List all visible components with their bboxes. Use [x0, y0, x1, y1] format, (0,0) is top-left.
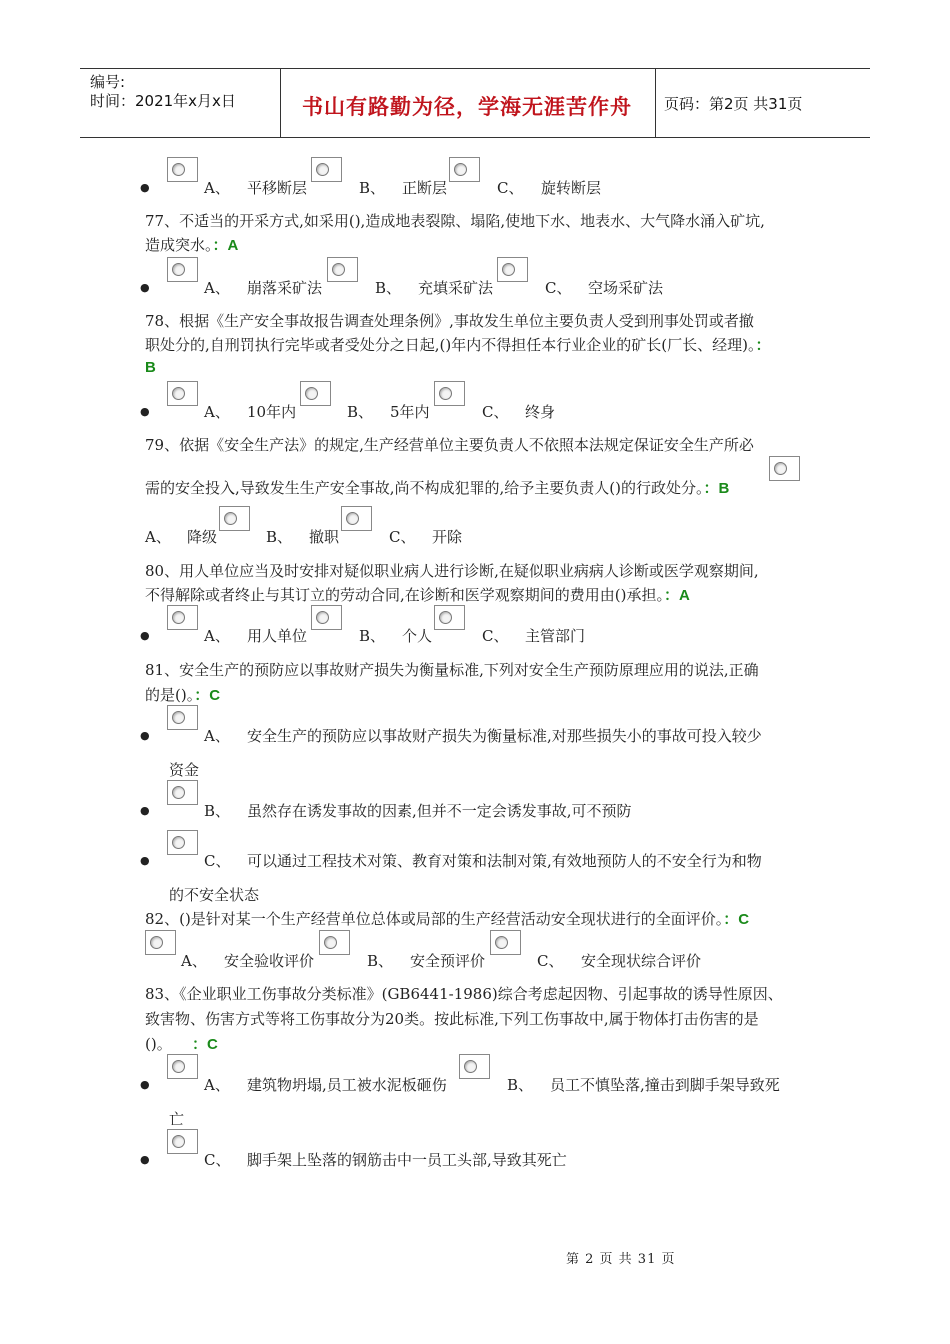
option-letter: B、: [204, 802, 231, 820]
document-number-label: 编号:: [90, 73, 126, 91]
option-radio[interactable]: [769, 456, 800, 481]
header-page-number: 页码：第2页 共31页: [664, 95, 803, 113]
list-bullet: ●: [140, 854, 150, 867]
option-text: 安全生产的预防应以事故财产损失为衡量标准,对那些损失小的事故可投入较少: [247, 727, 762, 745]
option-radio[interactable]: [167, 157, 198, 182]
option-radio[interactable]: [145, 930, 176, 955]
list-bullet: ●: [140, 1078, 150, 1091]
question-text: 造成突水。: [145, 236, 213, 254]
option-text: 个人: [402, 627, 433, 645]
question-text: 78、根据《生产安全事故报告调查处理条例》,事故发生单位主要负责人受到刑事处罚或者撤: [145, 312, 754, 330]
option-letter: A、: [204, 279, 230, 297]
answer-key: ：B: [703, 480, 730, 497]
question-text: 81、安全生产的预防应以事故财产损失为衡量标准,下列对安全生产预防原理应用的说法,正确: [145, 661, 759, 679]
option-text: 旋转断层: [541, 179, 602, 197]
option-text: 安全预评价: [410, 952, 486, 970]
option-radio[interactable]: [319, 930, 350, 955]
option-text: 虽然存在诱发事故的因素,但并不一定会诱发事故,可不预防: [247, 802, 632, 820]
option-radio[interactable]: [167, 381, 198, 406]
option-letter: A、: [204, 1076, 230, 1094]
answer-key: ：C: [723, 911, 750, 928]
option-letter: A、: [181, 952, 207, 970]
option-radio[interactable]: [327, 257, 358, 282]
option-text: 亡: [169, 1110, 185, 1128]
list-bullet: ●: [140, 281, 150, 294]
list-bullet: ●: [140, 629, 150, 642]
question-text: 的是()。: [145, 686, 195, 704]
option-letter: B、: [347, 403, 374, 421]
option-text: 可以通过工程技术对策、教育对策和法制对策,有效地预防人的不安全行为和物: [247, 852, 762, 870]
option-letter: B、: [359, 627, 386, 645]
option-text: 开除: [432, 528, 463, 546]
option-letter: A、: [145, 528, 171, 546]
option-radio[interactable]: [497, 257, 528, 282]
list-bullet: ●: [140, 405, 150, 418]
option-radio[interactable]: [167, 605, 198, 630]
option-letter: C、: [537, 952, 564, 970]
question-text: 77、不适当的开采方式,如采用(),造成地表裂隙、塌陷,使地下水、地表水、大气降水涌入矿坑,: [145, 212, 765, 230]
list-bullet: ●: [140, 804, 150, 817]
option-text: 崩落采矿法: [247, 279, 323, 297]
option-radio[interactable]: [167, 780, 198, 805]
option-text: 降级: [187, 528, 218, 546]
header-divider: [655, 69, 656, 137]
question-text-line: [145, 684, 220, 705]
question-text: 不得解除或者终止与其订立的劳动合同,在诊断和医学观察期间的费用由()承担。: [145, 586, 664, 604]
option-radio[interactable]: [490, 930, 521, 955]
option-letter: B、: [367, 952, 394, 970]
option-text: 资金: [169, 761, 200, 779]
question-text: 致害物、伤害方式等将工伤事故分为20类。按此标准,下列工伤事故中,属于物体打击伤害的是: [145, 1010, 759, 1028]
option-letter: C、: [545, 279, 572, 297]
option-text: 平移断层: [247, 179, 308, 197]
header-divider: [280, 69, 281, 137]
question-text-line: [145, 584, 690, 605]
option-radio[interactable]: [341, 506, 372, 531]
option-radio[interactable]: [167, 1129, 198, 1154]
list-bullet: ●: [140, 1153, 150, 1166]
option-radio[interactable]: [434, 605, 465, 630]
option-letter: C、: [204, 1151, 231, 1169]
option-text: 正断层: [402, 179, 448, 197]
answer-key: ：C: [192, 1036, 218, 1053]
option-text: 员工不慎坠落,撞击到脚手架导致死: [550, 1076, 780, 1094]
option-letter: B、: [507, 1076, 534, 1094]
option-text: 用人单位: [247, 627, 308, 645]
option-letter: B、: [266, 528, 293, 546]
list-bullet: ●: [140, 181, 150, 194]
option-radio[interactable]: [449, 157, 480, 182]
answer-key: ：A: [663, 587, 690, 604]
option-text: 安全验收评价: [224, 952, 315, 970]
question-text: 需的安全投入,导致发生生产安全事故,尚不构成犯罪的,给予主要负责人()的行政处分。: [145, 479, 704, 497]
question-text: 79、依据《安全生产法》的规定,生产经营单位主要负责人不依照本法规定保证安全生产所必: [145, 436, 754, 454]
answer-key: ：: [755, 337, 771, 354]
option-letter: A、: [204, 403, 230, 421]
document-date: 时间：2021年x月x日: [90, 92, 236, 110]
option-text: 主管部门: [525, 627, 586, 645]
option-radio[interactable]: [434, 381, 465, 406]
option-letter: C、: [482, 403, 509, 421]
option-text: 的不安全状态: [169, 886, 260, 904]
option-letter: C、: [497, 179, 524, 197]
option-radio[interactable]: [167, 705, 198, 730]
question-text: 80、用人单位应当及时安排对疑似职业病人进行诊断,在疑似职业病病人诊断或医学观察期间,: [145, 562, 759, 580]
option-text: 10年内: [247, 403, 297, 421]
option-text: 建筑物坍塌,员工被水泥板砸伤: [247, 1076, 447, 1094]
answer-key: B: [145, 359, 156, 376]
option-letter: A、: [204, 179, 230, 197]
question-text: ()。: [145, 1035, 172, 1053]
option-letter: C、: [482, 627, 509, 645]
page-footer-number: 第 2 页 共 31 页: [566, 1252, 676, 1267]
option-text: 终身: [525, 403, 556, 421]
option-letter: B、: [359, 179, 386, 197]
option-letter: B、: [375, 279, 402, 297]
option-text: 安全现状综合评价: [581, 952, 702, 970]
question-text-line: [145, 477, 729, 498]
option-radio[interactable]: [167, 257, 198, 282]
option-text: 撤职: [309, 528, 340, 546]
option-text: 空场采矿法: [588, 279, 664, 297]
option-letter: C、: [204, 852, 231, 870]
option-letter: C、: [389, 528, 416, 546]
option-radio[interactable]: [167, 1054, 198, 1079]
answer-key: ：C: [194, 687, 221, 704]
option-radio[interactable]: [300, 381, 331, 406]
option-radio[interactable]: [311, 605, 342, 630]
option-radio[interactable]: [167, 830, 198, 855]
answer-key: ：A: [212, 237, 239, 254]
option-text: 充填采矿法: [418, 279, 494, 297]
question-text: 83、《企业职业工伤事故分类标准》(GB6441-1986)综合考虑起因物、引起事故的诱导性原因、: [145, 985, 783, 1003]
question-text: 职处分的,自刑罚执行完毕或者受处分之日起,()年内不得担任本行业企业的矿长(厂长、经理)。: [145, 336, 756, 354]
option-letter: A、: [204, 627, 230, 645]
option-radio[interactable]: [219, 506, 250, 531]
question-text-line: [145, 908, 749, 929]
list-bullet: ●: [140, 729, 150, 742]
option-radio[interactable]: [459, 1054, 490, 1079]
question-text-line: [145, 334, 770, 355]
option-letter: A、: [204, 727, 230, 745]
question-text-line: [145, 234, 238, 255]
question-text: 82、()是针对某一个生产经营单位总体或局部的生产经营活动安全现状进行的全面评价。: [145, 910, 724, 928]
header-motto: 书山有路勤为径，学海无涯苦作舟: [302, 95, 632, 119]
option-text: 脚手架上坠落的钢筋击中一员工头部,导致其死亡: [247, 1151, 567, 1169]
option-text: 5年内: [390, 403, 430, 421]
option-radio[interactable]: [311, 157, 342, 182]
